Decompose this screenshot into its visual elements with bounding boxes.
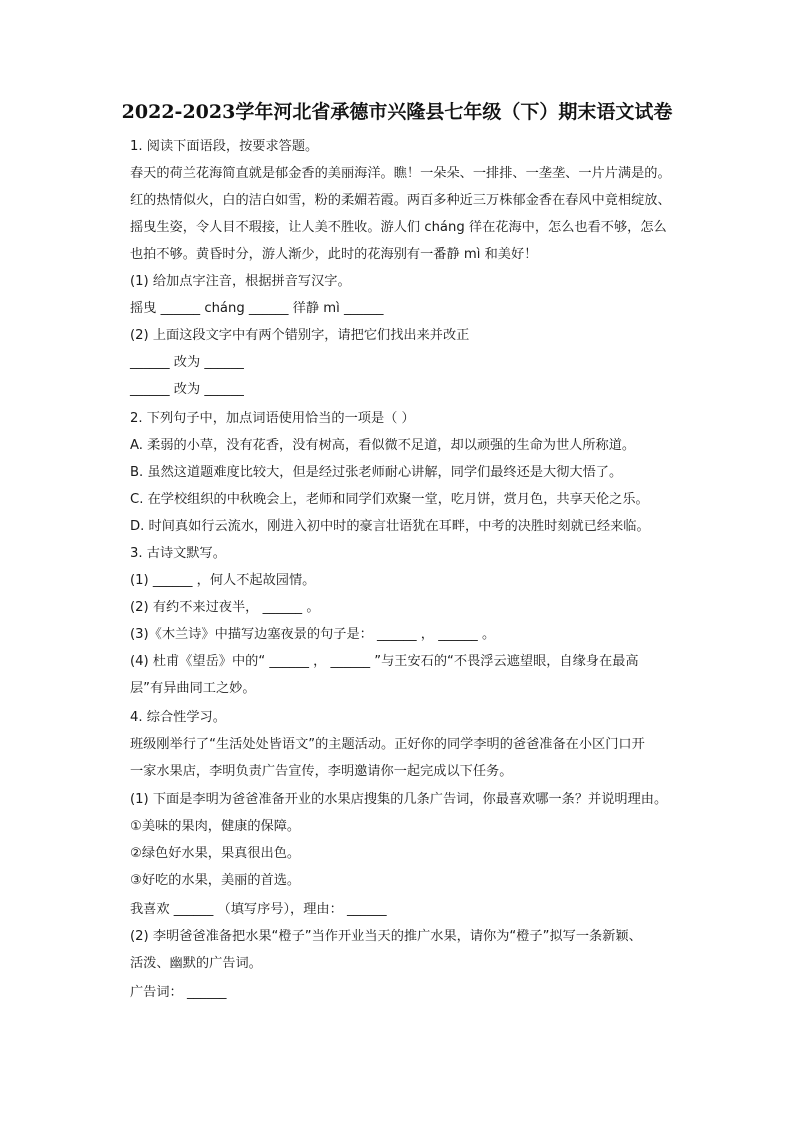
q1-sub2-prompt: (2) 上面这段文字中有两个错别字，请把它们找出来并改正: [130, 328, 470, 343]
q4-sub2-answer[interactable]: 广告词： ______: [130, 985, 227, 1000]
q1-sub2-answer-line-1[interactable]: ______ 改为 ______: [130, 355, 244, 370]
q4-sub1-answer[interactable]: 我喜欢 ______ （填写序号），理由： ______: [130, 902, 387, 917]
q4-heading: 4. 综合性学习。: [130, 710, 226, 725]
q1-heading: 1. 阅读下面语段，按要求答题。: [130, 139, 319, 154]
q3-item-1[interactable]: (1) ______ ，何人不起故园情。: [130, 573, 316, 588]
q4-intro-line-1: 班级刚举行了“生活处处皆语文”的主题活动。正好你的同学李明的爸爸准备在小区门口开: [130, 737, 645, 752]
q1-passage-line-3: 摇曳生姿，令人目不瑕接，让人美不胜收。游人们 cháng 徉在花海中，怎么也看不够，怎么: [130, 220, 667, 235]
q4-sub2-prompt-line-2: 活泼、幽默的广告词。: [130, 956, 262, 971]
q3-item-4-continued: 层”有异曲同工之妙。: [130, 681, 256, 696]
q4-choice-1: ①美味的果肉，健康的保障。: [130, 819, 301, 834]
q1-passage-line-4: 也拍不够。黄昏时分，游人渐少，此时的花海别有一番静 mì 和美好！: [130, 247, 538, 262]
q1-sub2-answer-line-2[interactable]: ______ 改为 ______: [130, 382, 244, 397]
q1-sub1-prompt: (1) 给加点字注音，根据拼音写汉字。: [130, 274, 351, 289]
q2-option-a[interactable]: A. 柔弱的小草，没有花香，没有树高，看似微不足道，却以顽强的生命为世人所称道。: [130, 438, 636, 453]
q4-sub1-prompt: (1) 下面是李明为爸爸准备开业的水果店搜集的几条广告词，你最喜欢哪一条？并说明理由。: [130, 792, 668, 807]
q3-item-4[interactable]: (4) 杜甫《望岳》中的“ ______ ， ______ ”与王安石的“不畏浮云遮望眼，自缘身在最高: [130, 654, 639, 669]
q2-heading: 2. 下列句子中，加点词语使用恰当的一项是（ ）: [130, 411, 415, 426]
q4-choice-2: ②绿色好水果，果真很出色。: [130, 846, 301, 861]
q4-intro-line-2: 一家水果店，李明负责广告宣传，李明邀请你一起完成以下任务。: [130, 764, 513, 779]
page-title: 2022-2023学年河北省承德市兴隆县七年级（下）期末语文试卷: [121, 101, 673, 123]
q4-choice-3: ③好吃的水果，美丽的首选。: [130, 873, 301, 888]
q3-item-3[interactable]: (3)《木兰诗》中描写边塞夜景的句子是： ______ ， ______ 。: [130, 627, 496, 642]
q1-passage-line-1: 春天的荷兰花海简直就是郁金香的美丽海洋。瞧！一朵朵、一排排、一垄垄、一片片满是的。: [130, 166, 671, 181]
q2-option-c[interactable]: C. 在学校组织的中秋晚会上，老师和同学们欢聚一堂，吃月饼，赏月色，共享天伦之乐。: [130, 492, 649, 507]
q2-option-d[interactable]: D. 时间真如行云流水，刚进入初中时的豪言壮语犹在耳畔，中考的决胜时刻就已经来临。: [130, 519, 650, 534]
q1-passage-line-2: 红的热情似火，白的洁白如雪，粉的柔媚若霞。两百多种近三万株郁金香在春风中竟相绽放、: [130, 193, 671, 208]
q3-item-2[interactable]: (2) 有约不来过夜半， ______ 。: [130, 600, 320, 615]
q1-sub1-answer-blanks[interactable]: 摇曳 ______ cháng ______ 徉静 mì ______: [130, 301, 384, 316]
q3-heading: 3. 古诗文默写。: [130, 546, 226, 561]
q4-sub2-prompt-line-1: (2) 李明爸爸准备把水果“橙子”当作开业当天的推广水果，请你为“橙子”拟写一条新颖、: [130, 929, 642, 944]
q2-option-b[interactable]: B. 虽然这道题难度比较大，但是经过张老师耐心讲解，同学们最终还是大彻大悟了。: [130, 465, 623, 480]
